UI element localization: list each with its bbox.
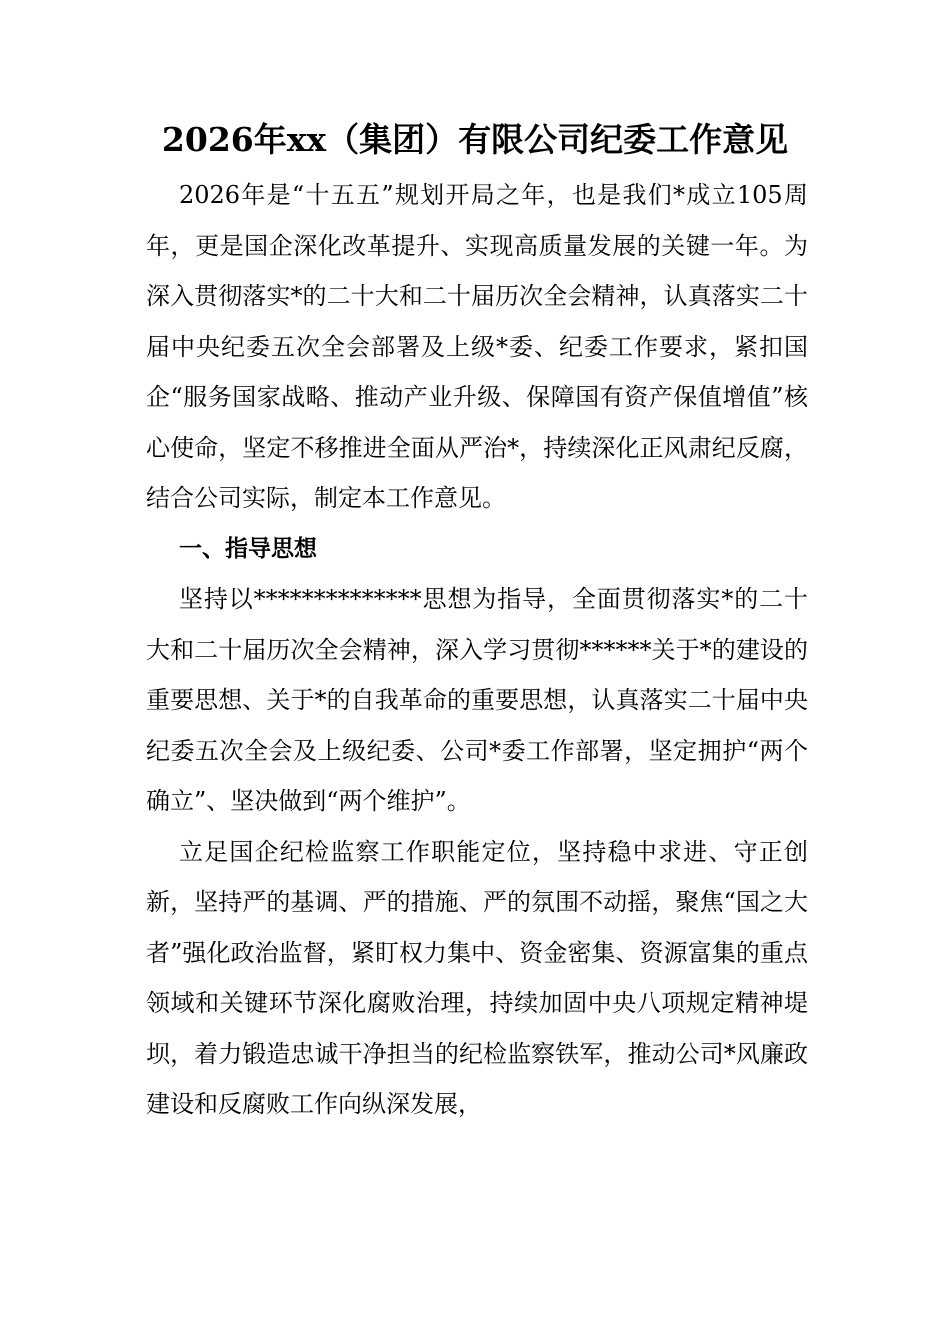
document-title: 2026年xx（集团）有限公司纪委工作意见 bbox=[161, 120, 789, 159]
guiding-ideology-paragraph-2: 立足国企纪检监察工作职能定位，坚持稳中求进、守正创新，坚持严的基调、严的措施、严的氛围不动摇，聚焦“国之大者”强化政治监督，紧盯权力集中、资金密集、资源富集的重点领域和关键环节深化腐败治理，持续加固中央八项规定精神堤坝，着力锻造忠诚干净担当的纪检监察铁军，推动公司*风廉政建设和反腐败工作向纵深发展， bbox=[146, 837, 808, 1118]
guiding-ideology-paragraph-1: 坚持以**************思想为指导，全面贯彻落实*的二十大和二十届历次全会精神，深入学习贯彻******关于*的建设的重要思想、关于*的自我革命的重要思想，认真落实二十届中央纪委五次全会及上级纪委、公司*委工作部署，坚定拥护“两个确立”、坚决做到“两个维护”。 bbox=[146, 585, 808, 815]
document-body bbox=[146, 170, 808, 1130]
intro-paragraph: 2026年是“十五五”规划开局之年，也是我们*成立105周年，更是国企深化改革提升、实现高质量发展的关键一年。为深入贯彻落实*的二十大和二十届历次全会精神，认真落实二十届中央纪委五次全会部署及上级*委、纪委工作要求，紧扣国企“服务国家战略、推动产业升级、保障国有资产保值增值”核心使命，坚定不移推进全面从严治*，持续深化正风肃纪反腐，结合公司实际，制定本工作意见。 bbox=[146, 181, 808, 512]
section-heading-guiding-ideology: 一、指导思想 bbox=[179, 535, 317, 562]
